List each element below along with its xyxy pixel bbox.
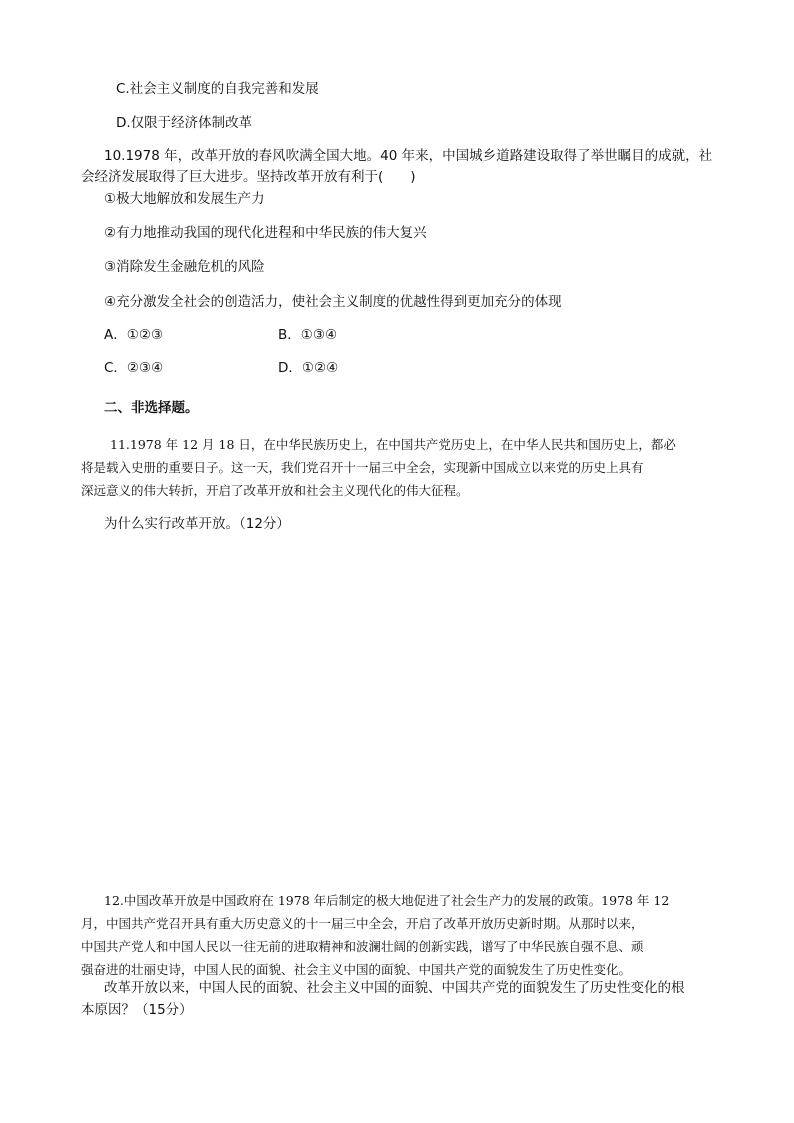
- q12-question-line2: 本原因？（15分）: [81, 1002, 193, 1018]
- option-c-prev: C.社会主义制度的自我完善和发展: [116, 81, 319, 97]
- q11-material-line3: 深远意义的伟大转折，开启了改革开放和社会主义现代化的伟大征程。: [81, 483, 469, 498]
- q11-material-line2: 将是载入史册的重要日子。这一天，我们党召开十一届三中全会，实现新中国成立以来党的历史上具有: [81, 460, 644, 475]
- q10-statement-1: ①极大地解放和发展生产力: [104, 191, 265, 207]
- q12-material-line2: 月，中国共产党召开具有重大历史意义的十一届三中全会，开启了改革开放历史新时期。从那时以来，: [81, 916, 644, 931]
- q10-option-d: D．①②④: [278, 360, 339, 376]
- option-d-prev: D.仅限于经济体制改革: [116, 115, 253, 131]
- q12-question-line1: 改革开放以来，中国人民的面貌、社会主义中国的面貌、中国共产党的面貌发生了历史性变化的根: [104, 980, 685, 996]
- q12-material-line4: 强奋进的壮丽史诗，中国人民的面貌、社会主义中国的面貌、中国共产党的面貌发生了历史性变化。: [81, 962, 632, 977]
- q12-material-line1: 12.中国改革开放是中国政府在 1978 年后制定的极大地促进了社会生产力的发展的政策。1978 年 12: [104, 893, 670, 908]
- q10-option-a: A．①②③: [104, 327, 164, 343]
- q11-material-line1: 11.1978 年 12 月 18 日，在中华民族历史上，在中国共产党历史上，在中华人民共和国历史上，都必: [110, 437, 676, 452]
- q10-option-b: B．①③④: [278, 327, 338, 343]
- q11-question: 为什么实行改革开放。（12分）: [104, 516, 290, 532]
- q12-material-line3: 中国共产党人和中国人民以一往无前的进取精神和波澜壮阔的创新实践，谱写了中华民族自强不息、顽: [81, 939, 644, 954]
- section-heading: 二、非选择题。: [104, 400, 199, 416]
- q10-stem-line1: 10.1978 年，改革开放的春风吹满全国大地。40 年来，中国城乡道路建设取得了举世瞩目的成就，社: [104, 148, 713, 164]
- q10-statement-4: ④充分激发全社会的创造活力，使社会主义制度的优越性得到更加充分的体现: [104, 294, 562, 310]
- q10-option-c: C．②③④: [104, 360, 164, 376]
- q10-stem-line2: 会经济发展取得了巨大进步。坚持改革开放有利于( ): [81, 169, 416, 185]
- q10-statement-2: ②有力地推动我国的现代化进程和中华民族的伟大复兴: [104, 225, 427, 241]
- q10-statement-3: ③消除发生金融危机的风险: [104, 259, 265, 275]
